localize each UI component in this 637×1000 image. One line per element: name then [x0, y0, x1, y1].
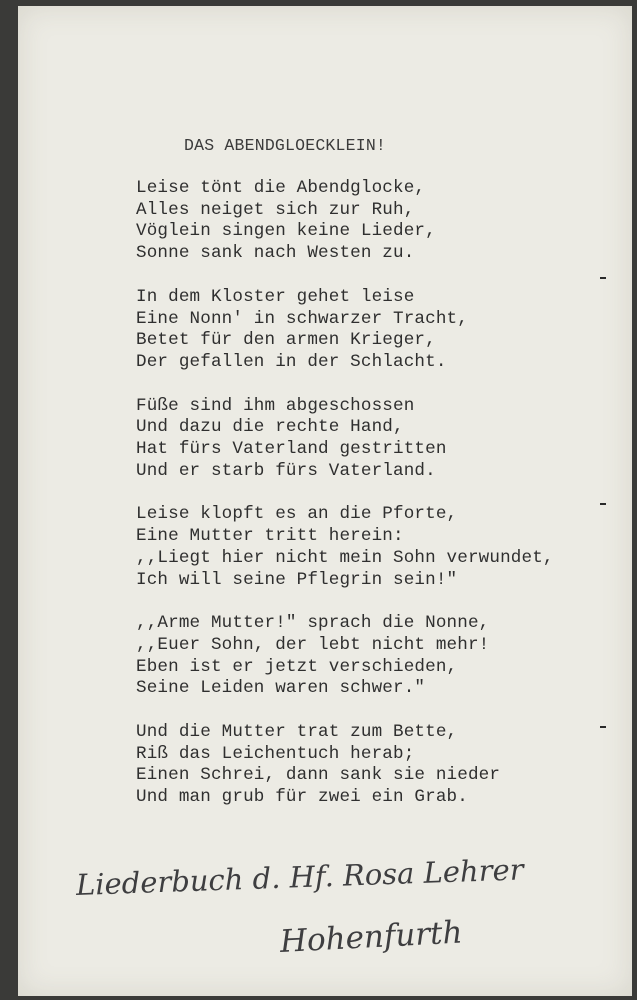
margin-mark [600, 726, 606, 728]
handwritten-note-place: Hohenfurth [279, 914, 464, 960]
poem-line: Eben ist er jetzt verschieden, [136, 656, 458, 677]
poem-line: Füße sind ihm abgeschossen [136, 395, 415, 416]
poem-line: Und dazu die rechte Hand, [136, 417, 404, 438]
margin-mark [600, 503, 606, 505]
poem-body [136, 178, 554, 831]
poem-line: Und man grub für zwei ein Grab. [136, 787, 468, 808]
poem-line: Alles neiget sich zur Ruh, [136, 199, 415, 220]
poem-line: Eine Nonn' in schwarzer Tracht, [136, 308, 468, 329]
poem-line: Leise klopft es an die Pforte, [136, 504, 458, 525]
handwritten-note-source: Liederbuch d. Hf. Rosa Lehrer [75, 852, 525, 902]
poem-line: ,,Euer Sohn, der lebt nicht mehr! [136, 634, 490, 655]
poem-line: Vöglein singen keine Lieder, [136, 221, 436, 242]
stanza-5 [136, 613, 554, 700]
poem-title: DAS ABENDGLOECKLEIN! [184, 136, 387, 155]
poem-line: Hat fürs Vaterland gestritten [136, 439, 447, 460]
poem-line: Der gefallen in der Schlacht. [136, 351, 447, 372]
poem-line: Eine Mutter tritt herein: [136, 526, 404, 547]
poem-line: Betet für den armen Krieger, [136, 330, 436, 351]
poem-line: Einen Schrei, dann sank sie nieder [136, 765, 501, 786]
poem-line: Sonne sank nach Westen zu. [136, 243, 415, 264]
poem-line: In dem Kloster gehet leise [136, 286, 415, 307]
poem-line: Riß das Leichentuch herab; [136, 743, 415, 764]
poem-line: Ich will seine Pflegrin sein!" [136, 569, 458, 590]
paper-sheet [18, 6, 632, 996]
poem-line: ,,Arme Mutter!" sprach die Nonne, [136, 613, 490, 634]
poem-line: Seine Leiden waren schwer." [136, 678, 426, 699]
poem-line: Und die Mutter trat zum Bette, [136, 722, 458, 743]
margin-mark [600, 277, 606, 279]
poem-line: Und er starb fürs Vaterland. [136, 460, 436, 481]
stanza-1 [136, 178, 554, 265]
poem-line: Leise tönt die Abendglocke, [136, 178, 426, 198]
stanza-2 [136, 287, 554, 374]
poem-line: ,,Liegt hier nicht mein Sohn verwundet, [136, 547, 554, 568]
stanza-4 [136, 504, 554, 591]
stanza-6 [136, 722, 554, 809]
stanza-3 [136, 396, 554, 483]
